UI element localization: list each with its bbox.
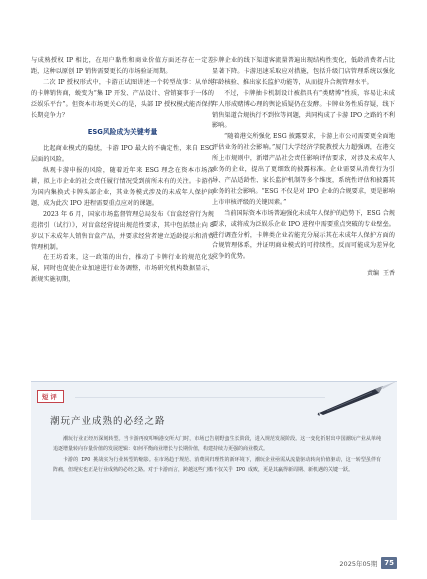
paragraph: 2023 年 6 月，国家市场监督管理总局发布《盲盒经营行为规范指引（试行）》，对盲盒经营提出规范性要求，其中包括禁止向 8 岁以下未成年人销售盲盒产品，并要求经营者建立适龄提示和消费管理机制。: [31, 210, 214, 251]
paragraph: 二次 IP 授权形式中，卡游正试图讲述一个转型故事：从单纯的卡牌销售商，蜕变为“集 IP 开发、产品设计、营销赛事于一体的泛娱乐平台”。但资本市场更关心的是，头部 IP 授权模式能否保持长期竞争力？: [31, 78, 214, 119]
fountain-pen-icon: [317, 380, 399, 416]
section-heading: ESG风险成为关键考量: [87, 128, 158, 137]
paragraph: 卡牌企业的线下渠道客流量普遍出现结构性变化，低龄消费者占比显著下降。卡游迅速采取应对措施，包括升级门店管理系统以强化年龄核验、推出家长监护功能等，从而提升合规管理水平。: [212, 57, 395, 86]
paragraph: “随着港交所强化 ESG 披露要求，卡游上市公司需要更全面地评估业务的社会影响。”厦门大学经济学院教授大力超强调，在港交所上市规则中，新增产品社会责任影响评估要求，对涉及未成年人业务的企业，提出了更细致的披露标准。企业需要从消费行为引导、产品适龄性、家长监护机制等多个维度，系统性评估和披露其业务的社会影响。“ESG 不仅是对 IPO 企业的合规要求，更是影响上市审核评级的关键因素。”: [212, 133, 395, 206]
commentary-box: [31, 381, 397, 520]
byline: [212, 269, 395, 280]
paragraph: 纵观卡游申报的风险，随着近年来 ESG 理念在资本市场深耕，拟上市企业的社会责任履行情况受到前所未有的关注。卡游作为国内集换式卡牌头部企业，其业务模式涉及的未成年人保护问题，成为此次 IPO 进程需要重点应对的课题。: [31, 167, 214, 207]
commentary-tag: 短评: [37, 390, 64, 403]
divider: [75, 397, 325, 398]
commentary-title: 潮玩产业成熟的必经之路: [50, 416, 166, 427]
byline-name: 王香: [382, 270, 395, 278]
byline-role: 责编: [366, 270, 379, 278]
paragraph: 当前国际资本市场普遍强化未成年人保护的趋势下，ESG 合规要求，或将成为泛娱乐企业 IPO 进程中需要重点突破的专业壁垒。进行调查分析，卡牌类企业若能充分展示其在未成年人保护方面的合规管理体系，并证明商业模式的可持续性，反而可能成为差异化竞争的优势。: [212, 209, 395, 261]
commentary-body: [53, 434, 381, 476]
paragraph: 比起商业模式的隐忧，卡游 IPO 最大的不确定性，来自 ESG 层面的风险。: [31, 145, 214, 164]
issue-label: 2025年05期: [339, 559, 378, 568]
page-footer: [339, 557, 397, 569]
page-number: 75: [381, 557, 397, 569]
paragraph: 不过，卡牌抽卡机制设计被指具有“类赌博”性质，容易让未成年人形成赌博心理的舆论质疑仍在发酵。卡牌业务性质存疑，线下销售渠道合规执行不到位等问题，共同构成了卡游 IPO 之路的不利影响。: [212, 89, 395, 130]
paragraph: 卡游的 IPO 挑战实为行业转型的缩影。在市场趋于规范、消费回归理性的新环境下，潮玩企业亟需从流量驱动转向价值驱动，这一转型虽伴有阵痛，但现实也正是行业成熟的必经之路。对于卡游而言，跨越这些门槛不仅关乎 IPO 成败，更是其赢得新周期、新机遇的关键一跃。: [53, 456, 381, 474]
paragraph: 在王坊看来，这一政策的出台，推动了卡牌行业的规范化发展，同时也促使企业加速进行业务调整，市场研究机构数据显示，新规实施初期，: [31, 254, 214, 284]
right-column: [212, 56, 395, 280]
paragraph: 潮玩行业正经历深刻转型。当卡游再度叩响港交所大门时，市场已告别野蛮生长阶段，进入规范发展阶段。这一变化折射出中国潮玩产业从单纯追逐增量转向存量价值的发展逻辑：如何平衡商业增长与长期价值，构建持续力更强的商业模式。: [53, 436, 381, 453]
left-column: [31, 56, 214, 286]
paragraph: 与成熟授权 IP 相比，在用户黏性和商业价值方面还存在一定差距，这种以原创 IP 销售需要更长的市场验证周期。: [31, 57, 214, 75]
